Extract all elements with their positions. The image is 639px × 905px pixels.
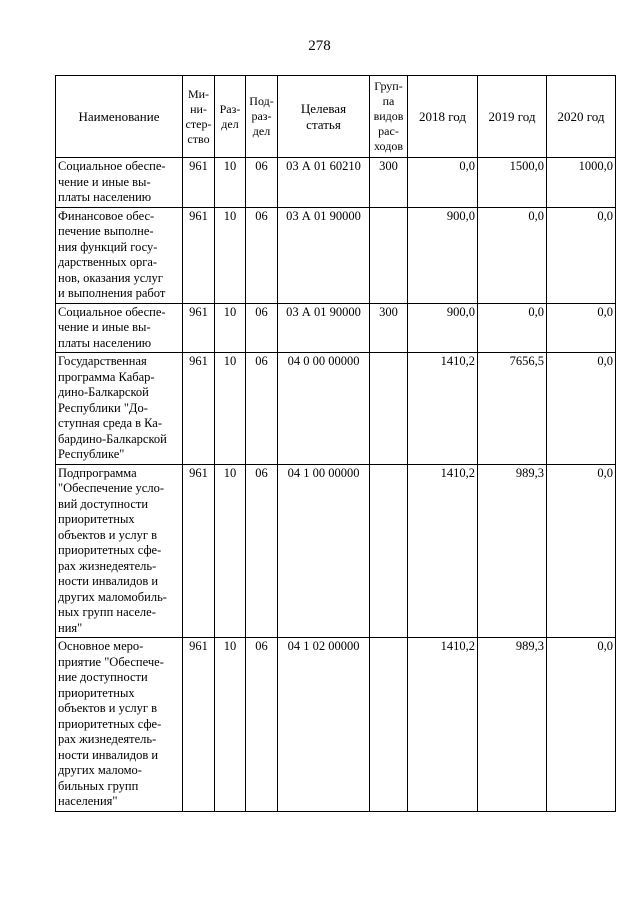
cell-expense-group: 300	[370, 158, 408, 208]
cell-subsection: 06	[246, 353, 278, 465]
cell-2018: 0,0	[408, 158, 478, 208]
table-row	[56, 353, 616, 465]
cell-ministry: 961	[183, 464, 215, 638]
cell-name: Подпрограмма "Обеспечение усло- вий доступности приоритетных объектов и услуг в приоритетных сфе- рах жизнедеятель- ности инвалидов и других маломобиль- ных групп населе- ния"	[56, 464, 183, 638]
cell-2020: 0,0	[547, 353, 616, 465]
cell-2019: 989,3	[478, 464, 547, 638]
cell-target: 03 А 01 90000	[278, 303, 370, 353]
cell-2020: 0,0	[547, 303, 616, 353]
cell-expense-group	[370, 638, 408, 812]
header-2018: 2018 год	[408, 76, 478, 158]
cell-ministry: 961	[183, 207, 215, 303]
cell-2019: 1500,0	[478, 158, 547, 208]
cell-expense-group	[370, 464, 408, 638]
table-row	[56, 158, 616, 208]
table-row	[56, 207, 616, 303]
cell-expense-group	[370, 207, 408, 303]
header-name: Наименование	[56, 76, 183, 158]
cell-expense-group: 300	[370, 303, 408, 353]
cell-expense-group	[370, 353, 408, 465]
cell-subsection: 06	[246, 638, 278, 812]
cell-subsection: 06	[246, 464, 278, 638]
cell-section: 10	[215, 207, 246, 303]
table-row	[56, 303, 616, 353]
cell-section: 10	[215, 638, 246, 812]
cell-ministry: 961	[183, 353, 215, 465]
header-target: Целевая статья	[278, 76, 370, 158]
cell-ministry: 961	[183, 158, 215, 208]
table-row	[56, 638, 616, 812]
cell-2018: 1410,2	[408, 464, 478, 638]
cell-section: 10	[215, 303, 246, 353]
header-expense-group: Груп- па видов рас- ходов	[370, 76, 408, 158]
header-ministry: Ми- ни- стер- ство	[183, 76, 215, 158]
cell-2019: 0,0	[478, 207, 547, 303]
cell-ministry: 961	[183, 638, 215, 812]
cell-name: Социальное обеспе- чение и иные вы- платы населению	[56, 303, 183, 353]
cell-2018: 900,0	[408, 303, 478, 353]
cell-subsection: 06	[246, 158, 278, 208]
cell-2019: 7656,5	[478, 353, 547, 465]
cell-name: Финансовое обес- печение выполне- ния функций госу- дарственных орга- нов, оказания услуг и выполнения работ	[56, 207, 183, 303]
cell-target: 04 1 02 00000	[278, 638, 370, 812]
cell-name: Государственная программа Кабар- дино-Балкарской Республики "До- ступная среда в Ка- бардино-Балкарской Республике"	[56, 353, 183, 465]
cell-section: 10	[215, 464, 246, 638]
cell-subsection: 06	[246, 303, 278, 353]
cell-name: Социальное обеспе- чение и иные вы- платы населению	[56, 158, 183, 208]
cell-2018: 1410,2	[408, 353, 478, 465]
header-section: Раз- дел	[215, 76, 246, 158]
cell-2019: 0,0	[478, 303, 547, 353]
cell-section: 10	[215, 353, 246, 465]
cell-2018: 1410,2	[408, 638, 478, 812]
cell-2018: 900,0	[408, 207, 478, 303]
cell-2020: 0,0	[547, 207, 616, 303]
cell-target: 03 А 01 60210	[278, 158, 370, 208]
cell-2020: 0,0	[547, 638, 616, 812]
budget-table	[55, 75, 616, 812]
table-header-row	[56, 76, 616, 158]
cell-2019: 989,3	[478, 638, 547, 812]
cell-target: 04 1 00 00000	[278, 464, 370, 638]
header-subsection: Под- раз- дел	[246, 76, 278, 158]
header-2020: 2020 год	[547, 76, 616, 158]
table-row	[56, 464, 616, 638]
cell-subsection: 06	[246, 207, 278, 303]
cell-target: 04 0 00 00000	[278, 353, 370, 465]
cell-2020: 0,0	[547, 464, 616, 638]
page-number: 278	[308, 38, 331, 54]
cell-name: Основное меро- приятие "Обеспече- ние доступности приоритетных объектов и услуг в приоритетных сфе- рах жизнедеятель- ности инвалидов и других маломо- бильных групп населения"	[56, 638, 183, 812]
cell-2020: 1000,0	[547, 158, 616, 208]
cell-section: 10	[215, 158, 246, 208]
cell-ministry: 961	[183, 303, 215, 353]
cell-target: 03 А 01 90000	[278, 207, 370, 303]
header-2019: 2019 год	[478, 76, 547, 158]
